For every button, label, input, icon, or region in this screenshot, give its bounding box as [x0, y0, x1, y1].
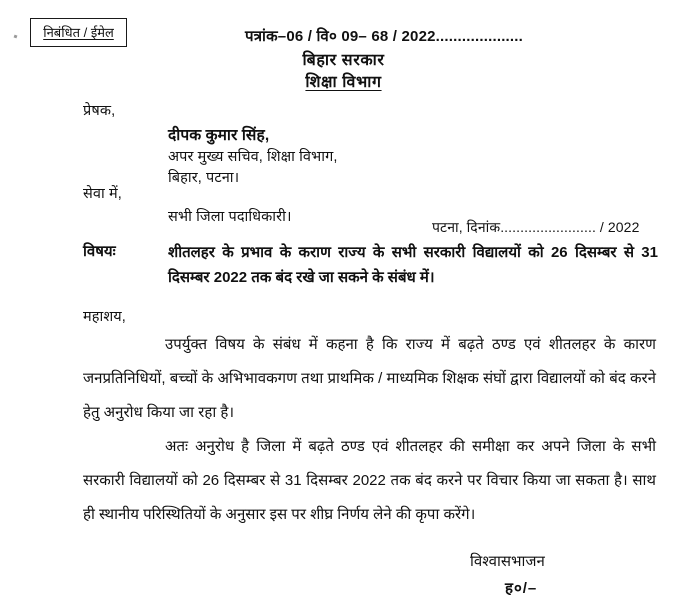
signature-mark: ह०/– [505, 580, 538, 595]
place-and-date: पटना, दिनांक........................ / 2022 [432, 219, 640, 235]
registered-email-stamp-box [30, 18, 127, 47]
sender-name: दीपक कुमार सिंह, [168, 127, 270, 144]
body-paragraph-2: अतः अनुरोध है जिला में बढ़ते ठण्ड एवं शीतलहर की समीक्षा कर अपने जिला के सभी सरकारी विद्यालयों को 26 दिसम्बर से 31 दिसम्बर 2022 तक बंद करने पर विचार किया जा सकता है। साथ ही स्थानीय परिस्थितियों के अनुसार इस पर शीघ्र निर्णय लेने की कृपा करेंगे। [83, 438, 656, 523]
body-paragraph-1: उपर्युक्त विषय के संबंध में कहना है कि राज्य में बढ़ते ठण्ड एवं शीतलहर के कारण जनप्रतिनिधियों, बच्चों के अभिभावकगण तथा प्राथमिक / माध्यमिक शिक्षक संघों द्वारा विद्यालयों को बंद करने हेतु अनुरोध किया जा रहा है। [83, 336, 656, 421]
registered-email-stamp-label: निबंधित / ईमेल [43, 25, 114, 40]
recipient-name: सभी जिला पदाधिकारी। [168, 209, 292, 225]
from-label: प्रेषक, [83, 103, 116, 119]
salutation: महाशय, [83, 309, 126, 325]
department-heading [0, 70, 687, 92]
to-label: सेवा में, [83, 186, 122, 202]
sender-address: बिहार, पटना। [168, 170, 240, 186]
scan-artifact-speck [14, 35, 18, 39]
government-heading: बिहार सरकार [302, 52, 385, 69]
letter-number: पत्रांक–06 / वि० 09– 68 / 2022.................... [245, 28, 524, 45]
subject-label: विषयः [83, 243, 116, 260]
sender-designation: अपर मुख्य सचिव, शिक्षा विभाग, [168, 149, 338, 165]
subject-text: शीतलहर के प्रभाव के कराण राज्य के सभी सरकारी विद्यालयों को 26 दिसम्बर से 31 दिसम्बर 2022 तक बंद रखे जा सकने के संबंध में। [168, 244, 658, 286]
department-heading-text: शिक्षा विभाग [305, 74, 382, 91]
closing-salutation: विश्वासभाजन [470, 553, 545, 570]
